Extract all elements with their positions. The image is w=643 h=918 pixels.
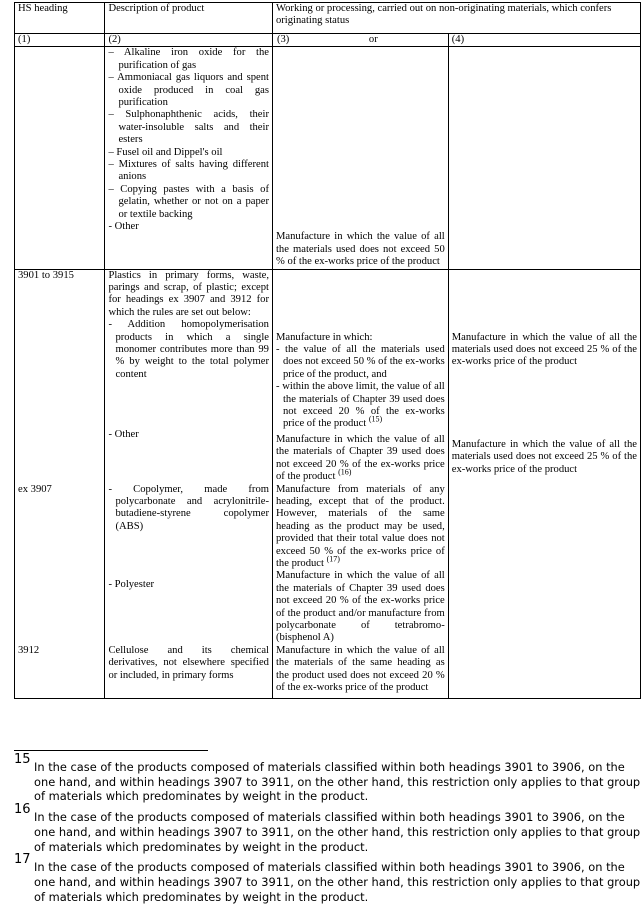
rule-condition-a: - the value of all the materials used does not exceed 50 % of the ex-works price of the product, and (275, 344, 445, 380)
footnote-text: In the case of the products composed of materials classified within both headings 3901 to 3906, on the one hand, and within headings 3907 to 3911, on the other hand, this restriction only applies to that group of materials which predominates by weight in the product. (34, 860, 641, 904)
other-rule-text: Manufacture in which the value of all the materials of Chapter 39 used does not exceed 20 % of the ex-works price of the product $^{(16)}$ (275, 433, 445, 483)
footnote-divider (14, 750, 208, 751)
list-item: – Sulphonaphthenic acids, their water-insoluble salts and their esters (108, 109, 269, 146)
rule-condition-b: - within the above limit, the value of all the materials of Chapter 39 used does not exceed 20 % of the ex-works price of the product $^{(15)}$ (275, 381, 445, 430)
footnotes (14, 752, 641, 910)
header-description: Description of product (105, 3, 273, 34)
table-row-continuation (15, 47, 641, 269)
footnote-ref-16: (16) (338, 467, 352, 477)
list-item: – Ammoniacal gas liquors and spent oxide produced in coal gas purification (108, 72, 269, 109)
description-3901-3915 (105, 269, 273, 483)
table-header-row (15, 3, 641, 34)
alt-rule-3901-3915 (448, 269, 640, 483)
copolymer-label: - Copolymer, made from polycarbonate and acrylonitrile-butadiene-styrene copolymer (ABS) (108, 483, 269, 532)
description-ex-3907 (105, 484, 273, 645)
column-number-3 (272, 34, 448, 47)
cellulose-rule-text: Manufacture in which the value of all the materials of the same heading as the product used does not exceed 20 % of the ex-works price of the product (275, 644, 445, 693)
cellulose-description: Cellulose and its chemical derivatives, not elsewhere specified or included, in primary forms (108, 644, 269, 681)
manufacture-in-which-intro: Manufacture in which: (275, 331, 373, 343)
other-alt-rule-text: Manufacture in which the value of all the materials used does not exceed 25 % of the ex-works price of the product (451, 438, 637, 475)
heading-3901-3915: 3901 to 3915 (15, 269, 105, 483)
column-number-row (15, 34, 641, 47)
list-item: – Mixtures of salts having different anions (108, 159, 269, 183)
plastics-description: Plastics in primary forms, waste, parings and scrap, of plastic; except for headings ex 3907 and 3912 for which the rules are set out below: (108, 269, 269, 318)
column-number-3-label: (3) (276, 34, 290, 45)
cell-continuation-description (105, 47, 273, 269)
rule-3901-3915 (272, 269, 448, 483)
table-bottom-row (15, 694, 641, 699)
rule-ex-3907 (272, 484, 448, 645)
footnote-ref-15: (15) (368, 414, 383, 424)
addition-homopolymerisation-label: - Addition homopolymerisation products in which a single monomer contributes more than 99 % by weight to the total polymer content (108, 319, 269, 380)
other-label: - Other (108, 429, 139, 441)
column-number-4: (4) (448, 34, 640, 47)
table-row-ex-3907 (15, 484, 641, 645)
other-label: - Other (108, 221, 139, 233)
cell-continuation-rule (272, 47, 448, 269)
header-hs-heading: HS heading (15, 3, 105, 34)
column-number-1: (1) (15, 34, 105, 47)
description-3912 (105, 645, 273, 695)
addition-alt-rule-text: Manufacture in which the value of all the materials used does not exceed 25 % of the ex-works price of the product (451, 331, 637, 368)
column-or-label: or (368, 34, 378, 45)
alt-rule-3912 (448, 645, 640, 695)
footnote-15: 15 In the case of the products composed of materials classified within both headings 3901 to 3906, on the one hand, and within headings 3907 to 3911, on the other hand, this restriction only applies to that group of materials which predominates by weight in the product. (14, 752, 641, 804)
other-rule-text: Manufacture in which the value of all the materials used does not exceed 50 % of the ex-works price of the product (275, 231, 445, 268)
footnote-ref-17: (17) (326, 554, 340, 564)
heading-3912: 3912 (15, 645, 105, 695)
cell-continuation-col4 (448, 47, 640, 269)
list-item: – Fusel oil and Dippel's oil (108, 146, 223, 158)
alt-rule-ex-3907 (448, 484, 640, 645)
footnote-text: In the case of the products composed of materials classified within both headings 3901 to 3906, on the one hand, and within headings 3907 to 3911, on the other hand, this restriction only applies to that group of materials which predominates by weight in the product. (34, 810, 641, 854)
list-item: – Alkaline iron oxide for the purification of gas (108, 47, 269, 71)
header-working-processing: Working or processing, carried out on non-originating materials, which confers originating status (272, 3, 640, 34)
cell-heading-empty (15, 47, 105, 269)
heading-ex-3907: ex 3907 (15, 484, 105, 645)
rules-table (14, 2, 641, 699)
list-item: – Copying pastes with a basis of gelatin, whether or not on a paper or textile backing (108, 183, 269, 220)
footnote-17: 17 In the case of the products composed of materials classified within both headings 3901 to 3906, on the one hand, and within headings 3907 to 3911, on the other hand, this restriction only applies to that group of materials which predominates by weight in the product. (14, 852, 641, 904)
table-row-3901-3915 (15, 269, 641, 483)
footnote-16: 16 In the case of the products composed of materials classified within both headings 3901 to 3906, on the one hand, and within headings 3907 to 3911, on the other hand, this restriction only applies to that group of materials which predominates by weight in the product. (14, 802, 641, 854)
polyester-rule-text: Manufacture in which the value of all the materials of Chapter 39 used does not exceed 20 % of the ex-works price of the product and/or manufacture from polycarbonate of tetrabromo-(bisphenol A) (275, 570, 445, 644)
column-number-2: (2) (105, 34, 273, 47)
copolymer-rule-text: Manufacture from materials of any heading, except that of the product. However, materials of the same heading as the product may be used, provided that their total value does not exceed 50 % of the ex-works price of the product $^{(17)}$ (275, 483, 445, 569)
polyester-label: - Polyester (108, 579, 155, 591)
table-row-3912 (15, 645, 641, 695)
footnote-text: In the case of the products composed of materials classified within both headings 3901 to 3906, on the one hand, and within headings 3907 to 3911, on the other hand, this restriction only applies to that group of materials which predominates by weight in the product. (34, 760, 641, 804)
rule-3912 (272, 645, 448, 695)
